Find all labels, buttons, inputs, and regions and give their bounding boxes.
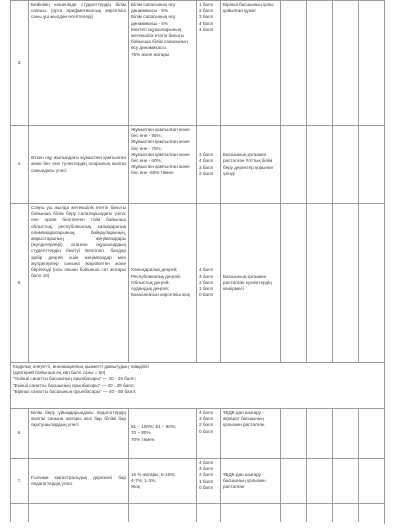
confirmation-cell: ҰБДК-дан шығару - басшының қолымен расталған bbox=[221, 459, 281, 504]
criterion-cell: Ғылыми магистральдық дәрежесі бар педагогтердің үлесі bbox=[29, 459, 129, 504]
row-number: 3. bbox=[11, 1, 29, 126]
confirmation-cell: ҰБДК-дан шығару - ақпарат басшының қолымен расталған bbox=[221, 409, 281, 459]
row-number: 7. bbox=[11, 459, 29, 504]
indicator-cell: Халықаралық деңгей; Республикалық деңгей; Облыстық деңгей; Аудандық деңгей; Бағаланатын көрсеткіш жоқ bbox=[129, 204, 197, 363]
criterion-cell: Соңғы үш жылда жетекшілік ететін бағыты бойынша білім беру салаларындағы үзіліс пен орган белгілеген тізім бойынша облыстық, республикалық, халықаралық олимпиадаларының, байқауларының, жарыстарының жеңімпаздары (жүлдегерлері) атанған оқушылардың студенттердің бекітуі Белгілеп. балдар әрбір деңгей үшін жеңімпаздар мен жүлдегерлер санына жауапкетен және берілеэді (осы оныан бойынша сәт жоғары балл 10) bbox=[29, 204, 129, 363]
page-bottom-edge bbox=[10, 522, 384, 530]
empty-cell bbox=[221, 504, 281, 524]
section-header: Кәдрлық әлеуетті, инновациялық қызметті дамытудың тиімділігі (критерий бойынша ең көп балл саны = 50) "Үшінші санатты басшының орынбасары" — 20 - 29 балл; "Екінші санатты басшының орынбасары" — 30 - 39 балл; "Бірінші санатты басшының орынбасары" — 40 - 50 балл; bbox=[11, 363, 385, 409]
confirmation-cell: Басшының қолымен расталған Ұлттық білім беру деректер қорынан үзінді bbox=[221, 126, 281, 204]
empty-cell bbox=[281, 126, 307, 204]
points-cell: 4 балл 3 балл 2 балл 1 балл 0 балл bbox=[197, 459, 221, 504]
points-cell: 4 балл 3 балл 2 балл 1 балл 0 балл bbox=[197, 204, 221, 363]
table-row bbox=[11, 126, 385, 204]
empty-cell bbox=[359, 459, 385, 504]
indicator-cell: 91 – 100%; 81 – 90%; 70 – 80% 70% төмен bbox=[129, 409, 197, 459]
empty-cell bbox=[307, 1, 333, 126]
confirmation-cell: Басшының қолымен расталған куәліктердің көшірмесі bbox=[221, 204, 281, 363]
row-number: 6. bbox=[11, 409, 29, 459]
criteria-table bbox=[10, 0, 385, 524]
empty-cell bbox=[29, 504, 129, 524]
confirmation-cell: Бірінші басшының қолы қойылған құжат bbox=[221, 1, 281, 126]
empty-cell bbox=[333, 126, 359, 204]
empty-cell bbox=[333, 1, 359, 126]
empty-cell bbox=[333, 204, 359, 363]
points-cell: 4 балл 3 балл 2 балл 0 балл bbox=[197, 409, 221, 459]
empty-cell bbox=[359, 409, 385, 459]
empty-cell bbox=[307, 459, 333, 504]
empty-cell bbox=[11, 504, 29, 524]
row-number: 5. bbox=[11, 204, 29, 363]
empty-cell bbox=[281, 459, 307, 504]
empty-cell bbox=[281, 409, 307, 459]
empty-cell bbox=[333, 459, 359, 504]
indicator-cell: 15 % жоғары; 8-15%; 4-7%; 1-3%; Жоқ bbox=[129, 459, 197, 504]
points-cell: 3 балл 4 балл 3 балл 2 балл bbox=[197, 126, 221, 204]
empty-cell bbox=[359, 1, 385, 126]
empty-cell bbox=[359, 204, 385, 363]
criterion-cell: Білім беру ұйымдарындағы педагогтердің жалпы санына жоғары көзі бар білімі бар оқытушылардың үлесі bbox=[29, 409, 129, 459]
empty-cell bbox=[307, 204, 333, 363]
table-row bbox=[11, 459, 385, 504]
indicator-cell: Білім сапасының өсу динамикасы - 5% Білім сапасының өсу динамикасы - 6% Мектеп оқушыларының жетекшілік етатін бағыты бойынша білім сапасының өсу динамикасы 75% және жоғары bbox=[129, 1, 197, 126]
table-row bbox=[11, 504, 385, 524]
criterion-cell: Бейінінің кешенінде студенттердің білім сапасы (орта арифметикалық көрсеткіш саны ұш жылдан есептеледі) bbox=[29, 1, 129, 126]
table-row bbox=[11, 1, 385, 126]
points-cell: 1 балл 2 балл 3 балл 4 балл 4 балл bbox=[197, 1, 221, 126]
section-title: Кәдрлық әлеуетті, инновациялық қызметті дамытудың тиімділігі bbox=[13, 364, 150, 369]
empty-cell bbox=[129, 504, 197, 524]
empty-cell bbox=[333, 504, 359, 524]
criterion-cell: Өткен оқу жылындағы жұмыспен қамтылған және бес ене түлектердің оларының жалпы санындағы үлесі bbox=[29, 126, 129, 204]
indicator-cell: Жұмыспен қамтылған және бес ене - 95%; Жұмыспен қамтылған және бес ене - 75%; Жұмыспен қамтылған және бес ене - 60%; Жұмыспен қамтылған және бес ене -60% төмен bbox=[129, 126, 197, 204]
empty-cell bbox=[359, 504, 385, 524]
empty-cell bbox=[281, 1, 307, 126]
empty-cell bbox=[307, 409, 333, 459]
table-row bbox=[11, 409, 385, 459]
empty-cell bbox=[197, 504, 221, 524]
table-row bbox=[11, 204, 385, 363]
empty-cell bbox=[307, 504, 333, 524]
empty-cell bbox=[281, 204, 307, 363]
empty-cell bbox=[281, 504, 307, 524]
row-number: 4. bbox=[11, 126, 29, 204]
empty-cell bbox=[333, 409, 359, 459]
empty-cell bbox=[307, 126, 333, 204]
empty-cell bbox=[359, 126, 385, 204]
section-header-row bbox=[11, 363, 385, 409]
